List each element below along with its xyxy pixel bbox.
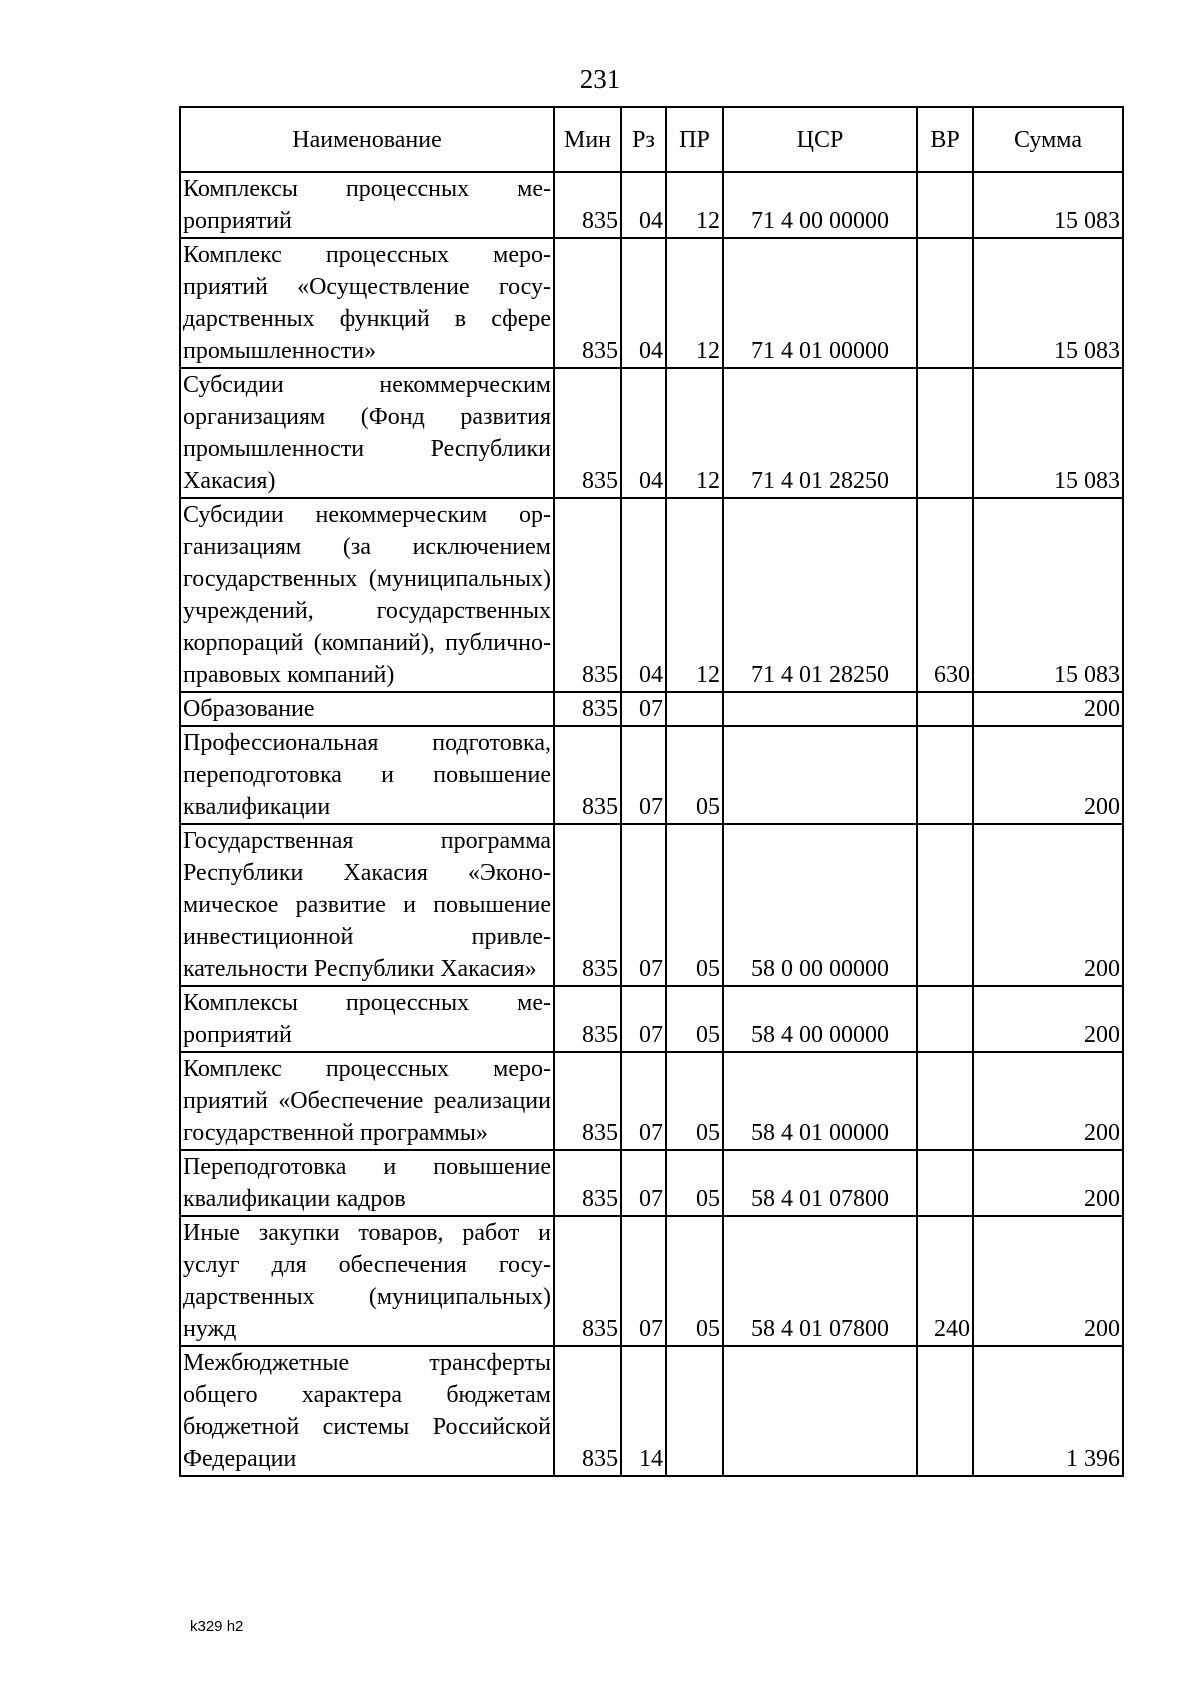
row-min: 835 (554, 692, 621, 726)
row-csr: 71 4 01 28250 (723, 498, 917, 692)
row-sum: 15 083 (973, 368, 1123, 498)
table-row (180, 824, 1123, 986)
row-pr (666, 692, 723, 726)
table-row (180, 1150, 1123, 1216)
table-row (180, 498, 1123, 692)
row-rz: 07 (621, 1216, 666, 1346)
table-row (180, 692, 1123, 726)
row-csr (723, 1346, 917, 1476)
row-csr: 58 4 01 00000 (723, 1052, 917, 1150)
row-vr (917, 1346, 973, 1476)
row-min: 835 (554, 726, 621, 824)
row-rz: 07 (621, 726, 666, 824)
table-header-row (180, 107, 1123, 172)
row-vr (917, 986, 973, 1052)
row-name: Государственная программа Республики Хакасия «Экономическое развитие и повышение инвестиционной привлекательности Республики Хакасия» (180, 824, 554, 986)
row-name: Профессиональная подготовка, переподготовка и повышение квалификации (180, 726, 554, 824)
row-name: Иные закупки товаров, работ и услуг для обеспечения государственных (муниципальных) нужд (180, 1216, 554, 1346)
row-vr (917, 368, 973, 498)
row-rz: 07 (621, 692, 666, 726)
row-sum: 200 (973, 1216, 1123, 1346)
row-vr: 240 (917, 1216, 973, 1346)
row-rz: 07 (621, 1150, 666, 1216)
row-sum: 200 (973, 1052, 1123, 1150)
row-csr: 71 4 00 00000 (723, 172, 917, 238)
row-pr: 05 (666, 986, 723, 1052)
row-sum: 1 396 (973, 1346, 1123, 1476)
row-vr (917, 238, 973, 368)
header-rz: Рз (621, 107, 666, 172)
row-pr: 05 (666, 1052, 723, 1150)
row-min: 835 (554, 986, 621, 1052)
row-csr: 58 0 00 00000 (723, 824, 917, 986)
row-csr (723, 692, 917, 726)
row-name: Субсидии некоммерческим организациям (Фонд развития промышленности Республики Хакасия) (180, 368, 554, 498)
row-min: 835 (554, 368, 621, 498)
row-vr (917, 1052, 973, 1150)
header-csr: ЦСР (723, 107, 917, 172)
row-rz: 04 (621, 498, 666, 692)
row-name: Комплексы процессных мероприятий (180, 986, 554, 1052)
row-rz: 14 (621, 1346, 666, 1476)
row-min: 835 (554, 1150, 621, 1216)
row-pr: 05 (666, 1150, 723, 1216)
header-min: Мин (554, 107, 621, 172)
row-csr: 58 4 01 07800 (723, 1216, 917, 1346)
row-name: Межбюджетные трансферты общего характера бюджетам бюджетной системы Российской Федерации (180, 1346, 554, 1476)
row-min: 835 (554, 1052, 621, 1150)
row-min: 835 (554, 1346, 621, 1476)
row-pr: 12 (666, 498, 723, 692)
row-vr: 630 (917, 498, 973, 692)
row-pr: 12 (666, 368, 723, 498)
row-name: Образование (180, 692, 554, 726)
row-name: Субсидии некоммерческим организациям (за исключением государственных (муниципальных) учреждений, государственных корпораций (компаний), публично-правовых компаний) (180, 498, 554, 692)
row-rz: 07 (621, 1052, 666, 1150)
row-sum: 200 (973, 824, 1123, 986)
row-pr: 05 (666, 824, 723, 986)
table-row (180, 172, 1123, 238)
row-sum: 200 (973, 1150, 1123, 1216)
row-rz: 04 (621, 368, 666, 498)
header-name: Наименование (180, 107, 554, 172)
row-rz: 07 (621, 986, 666, 1052)
row-sum: 200 (973, 986, 1123, 1052)
row-min: 835 (554, 1216, 621, 1346)
row-min: 835 (554, 498, 621, 692)
table-body (180, 172, 1123, 1476)
header-sum: Сумма (973, 107, 1123, 172)
row-sum: 15 083 (973, 498, 1123, 692)
row-min: 835 (554, 824, 621, 986)
table-row (180, 1346, 1123, 1476)
header-pr: ПР (666, 107, 723, 172)
row-name: Комплекс процессных мероприятий «Осуществление государственных функций в сфере промышленности» (180, 238, 554, 368)
table-row (180, 368, 1123, 498)
table-row (180, 1216, 1123, 1346)
row-csr (723, 726, 917, 824)
row-sum: 200 (973, 726, 1123, 824)
row-vr (917, 726, 973, 824)
row-sum: 15 083 (973, 238, 1123, 368)
row-pr: 12 (666, 172, 723, 238)
row-csr: 58 4 01 07800 (723, 1150, 917, 1216)
row-sum: 15 083 (973, 172, 1123, 238)
table-row (180, 238, 1123, 368)
row-vr (917, 824, 973, 986)
page-number: 231 (579, 64, 621, 94)
row-pr: 05 (666, 726, 723, 824)
row-pr (666, 1346, 723, 1476)
row-vr (917, 1150, 973, 1216)
row-rz: 04 (621, 172, 666, 238)
row-min: 835 (554, 172, 621, 238)
row-sum: 200 (973, 692, 1123, 726)
row-csr: 71 4 01 00000 (723, 238, 917, 368)
row-pr: 12 (666, 238, 723, 368)
row-pr: 05 (666, 1216, 723, 1346)
row-name: Комплексы процессных мероприятий (180, 172, 554, 238)
document-code: k329 h2 (190, 1618, 244, 1635)
row-csr: 71 4 01 28250 (723, 368, 917, 498)
row-name: Переподготовка и повышение квалификации кадров (180, 1150, 554, 1216)
table-row (180, 986, 1123, 1052)
row-csr: 58 4 00 00000 (723, 986, 917, 1052)
table-row (180, 726, 1123, 824)
budget-table (179, 106, 1124, 1477)
table-row (180, 1052, 1123, 1150)
row-vr (917, 692, 973, 726)
row-name: Комплекс процессных мероприятий «Обеспечение реализации государственной программы» (180, 1052, 554, 1150)
row-min: 835 (554, 238, 621, 368)
row-rz: 04 (621, 238, 666, 368)
header-vr: ВР (917, 107, 973, 172)
row-rz: 07 (621, 824, 666, 986)
row-vr (917, 172, 973, 238)
